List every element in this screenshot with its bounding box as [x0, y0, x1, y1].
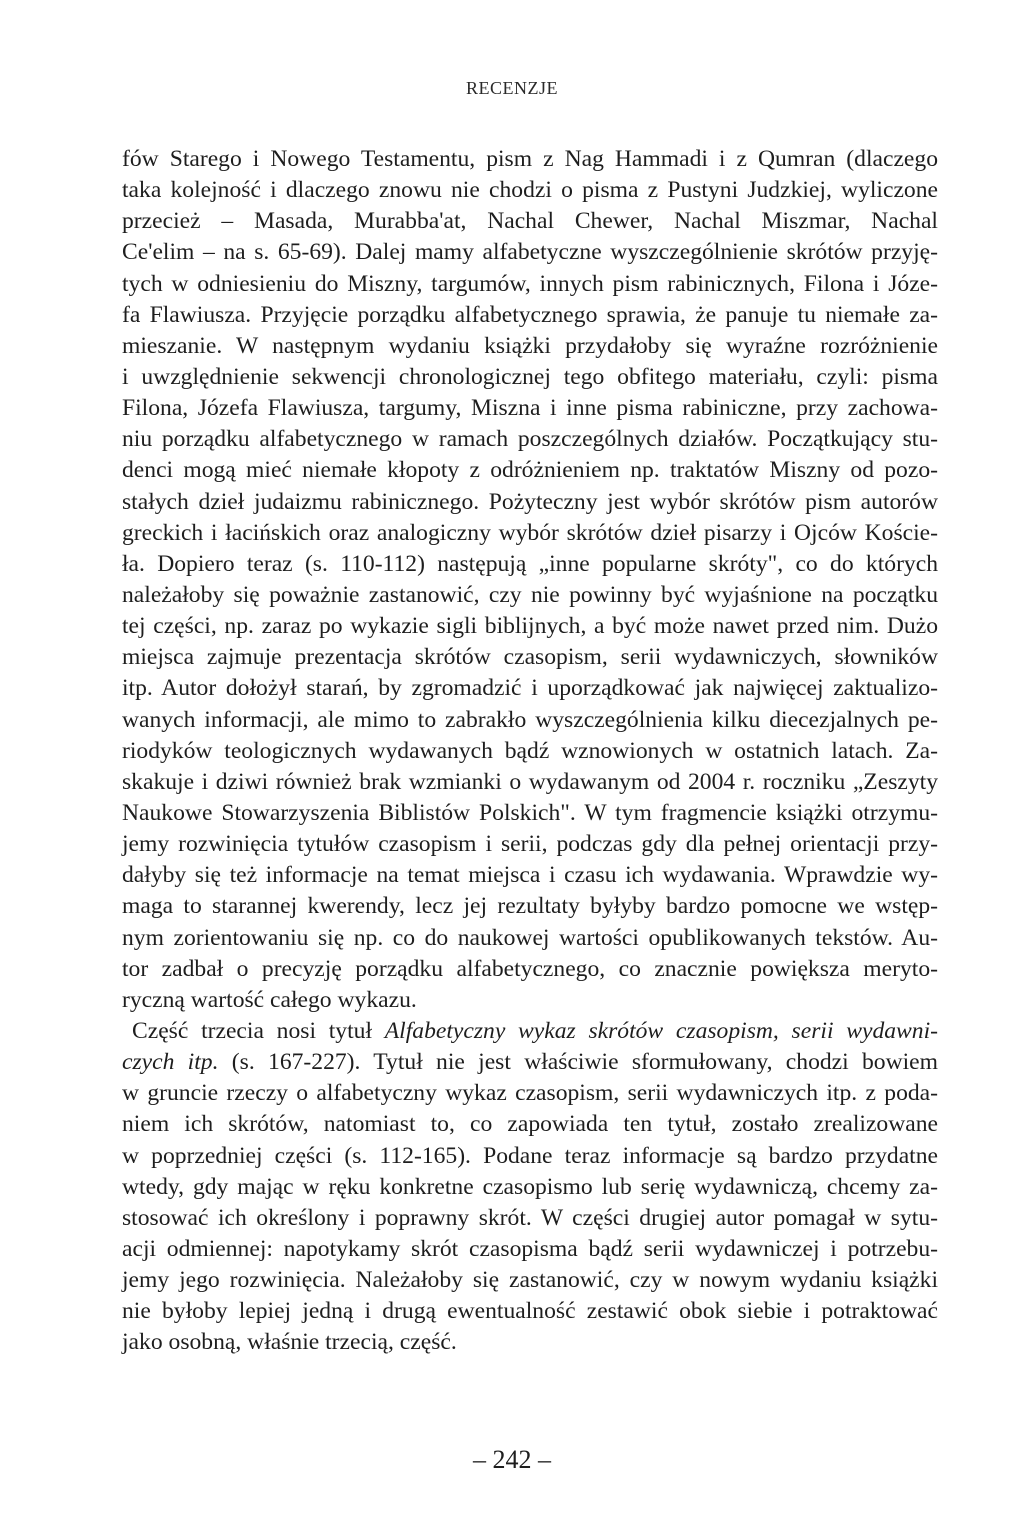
text-line: fów Starego i Nowego Testamentu, pism z Nag Hammadi i z Qumran (dlaczego [122, 146, 938, 172]
text-line: Naukowe Stowarzyszenia Biblistów Polskich". W tym fragmencie książki otrzymu- [122, 799, 938, 826]
text-line: w gruncie rzeczy o alfabetyczny wykaz czasopism, serii wydawniczych itp. z poda- [122, 1080, 938, 1107]
text-line: niem ich skrótów, natomiast to, co zapowiada ten tytuł, zostało zrealizowane [122, 1111, 938, 1138]
text-line: acji odmiennej: napotykamy skrót czasopisma bądź serii wydawniczej i potrzebu- [122, 1235, 938, 1262]
text-line: Ce'elim – na s. 65-69). Dalej mamy alfabetyczne wyszczególnienie skrótów przyję- [122, 239, 938, 266]
text-line: miejsca zajmuje prezentacja skrótów czasopism, serii wydawniczych, słowników [122, 644, 938, 671]
text-line: itp. Autor dołożył starań, by zgromadzić i uporządkować jak najwięcej zaktualizo- [122, 675, 938, 702]
text-line: stałych dzieł judaizmu rabinicznego. Pożyteczny jest wybór skrótów pism autorów [122, 488, 938, 515]
text-line: należałoby się poważnie zastanowić, czy nie powinny być wyjaśnione na początku [122, 581, 938, 608]
text-line: niu porządku alfabetycznego w ramach poszczególnych działów. Początkujący stu- [122, 426, 938, 453]
text-line: fa Flawiusza. Przyjęcie porządku alfabetycznego sprawia, że panuje tu niemałe za- [122, 301, 938, 328]
text-line: maga to starannej kwerendy, lecz jej rezultaty byłyby bardzo pomocne we wstęp- [122, 893, 938, 920]
text-line: dałyby się też informacje na temat miejsca i czasu ich wydawania. Wprawdzie wy- [122, 862, 938, 889]
text-line: wtedy, gdy mając w ręku konkretne czasopismo lub serię wydawniczą, chcemy za- [122, 1173, 938, 1200]
text-line: przecież – Masada, Murabba'at, Nachal Chewer, Nachal Miszmar, Nachal [122, 208, 938, 235]
paragraph [122, 1016, 938, 1359]
text-line: denci mogą mieć niemałe kłopoty z odróżnieniem np. traktatów Miszny od pozo- [122, 457, 938, 484]
text-line: tej części, np. zaraz po wykazie sigli biblijnych, a być może nawet przed nim. Dużo [122, 613, 938, 640]
book-title-italic: Alfabetyczny wykaz skrótów czasopism, serii wydawni- [384, 1017, 938, 1044]
text-line: taka kolejność i dlaczego znowu nie chodzi o pisma z Pustyni Judzkiej, wyliczone [122, 177, 938, 204]
paragraph-continuation [122, 1078, 938, 1358]
text-line: ła. Dopiero teraz (s. 110-112) następują „inne popularne skróty", co do których [122, 550, 938, 577]
running-head: RECENZJE [466, 78, 558, 98]
text-line: nym zorientowaniu się np. co do naukowej wartości opublikowanych tekstów. Au- [122, 924, 938, 951]
page-number: – 242 – [473, 1445, 551, 1474]
text-line: skakuje i dziwi również brak wzmianki o wydawanym od 2004 r. roczniku „Zeszyty [122, 768, 938, 795]
text-segment: (s. 167-227). Tytuł nie jest właściwie sformułowany, chodzi bowiem [218, 1049, 938, 1076]
text-line: jemy rozwinięcia tytułów czasopism i serii, podczas gdy dla pełnej orientacji przy- [122, 831, 938, 858]
text-line: i uwzględnienie sekwencji chronologicznej tego obfitego materiału, czyli: pisma [122, 363, 938, 390]
article-body [122, 144, 938, 1358]
text-line: Filona, Józefa Flawiusza, targumy, Miszna i inne pisma rabiniczne, przy zachowa- [122, 395, 938, 422]
text-line [122, 1016, 938, 1047]
text-line: greckich i łacińskich oraz analogiczny wybór skrótów dzieł pisarzy i Ojców Koście- [122, 519, 938, 546]
text-segment: Część trzecia nosi tytuł [132, 1017, 385, 1044]
text-line: w poprzedniej części (s. 112-165). Podane teraz informacje są bardzo przydatne [122, 1142, 938, 1169]
text-line: nie byłoby lepiej jedną i drugą ewentualność zestawić obok siebie i potraktować [122, 1298, 938, 1325]
text-line [122, 1047, 938, 1078]
text-line: tych w odniesieniu do Miszny, targumów, innych pism rabinicznych, Filona i Józe- [122, 270, 938, 297]
text-line: mieszanie. W następnym wydaniu książki przydałoby się wyraźne rozróżnienie [122, 332, 938, 359]
text-line: jemy jego rozwinięcia. Należałoby się zastanowić, czy w nowym wydaniu książki [122, 1267, 938, 1294]
book-title-italic: czych itp. [122, 1049, 219, 1076]
text-line: stosować ich określony i poprawny skrót. W części drugiej autor pomagał w sytu- [122, 1204, 938, 1231]
text-line: riodyków teologicznych wydawanych bądź wznowionych w ostatnich latach. Za- [122, 737, 938, 764]
text-line: ryczną wartość całego wykazu. [122, 986, 417, 1013]
text-line: tor zadbał o precyzję porządku alfabetycznego, co znacznie powiększa meryto- [122, 955, 938, 982]
text-line: jako osobną, właśnie trzecią, część. [122, 1329, 457, 1356]
paragraph [122, 144, 938, 1016]
text-line: wanych informacji, ale mimo to zabrakło wyszczególnienia kilku diecezjalnych pe- [122, 706, 938, 733]
